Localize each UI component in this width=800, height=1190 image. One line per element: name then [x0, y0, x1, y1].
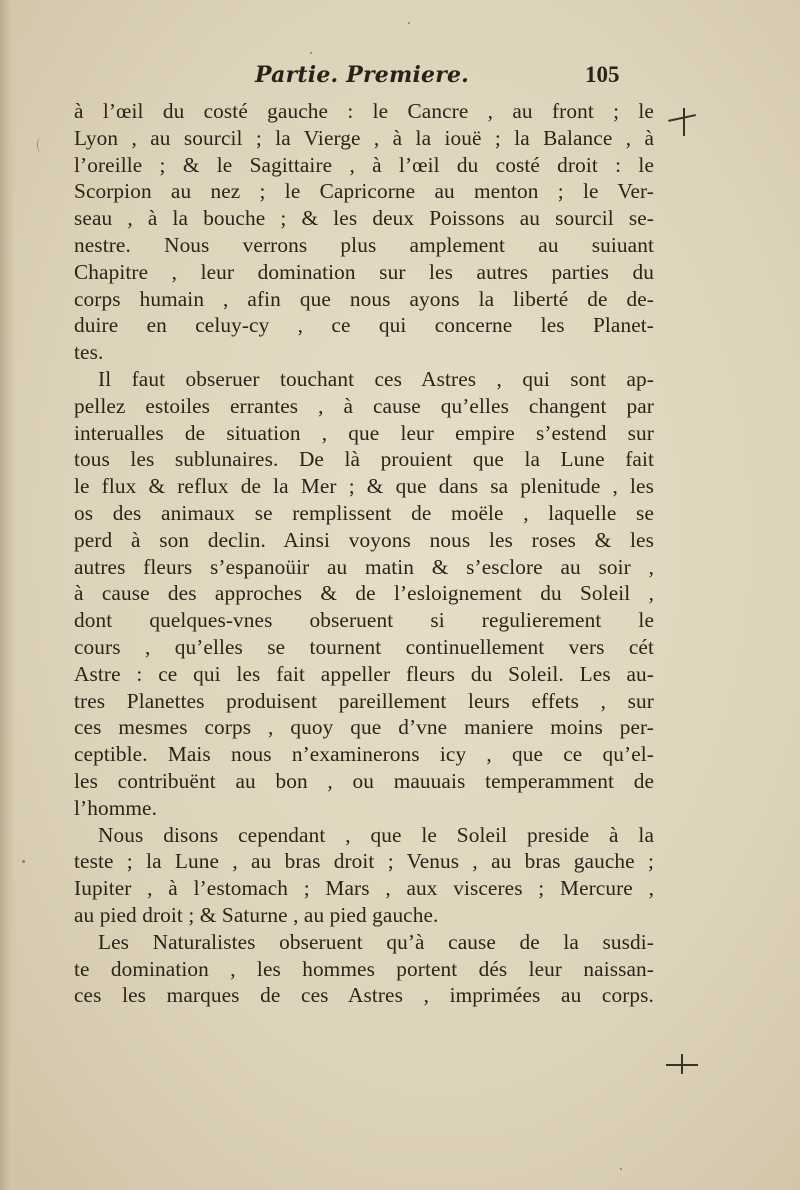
text-line: corps humain , afin que nous ayons la liberté de de-	[74, 286, 654, 311]
text-line: teste ; la Lune , au bras droit ; Venus , au bras gauche ;	[74, 849, 654, 874]
text-line: le flux & reflux de la Mer ; & que dans sa plenitude , les	[74, 474, 654, 499]
text-line: tes.	[74, 340, 104, 365]
text-line: à l’œil du costé gauche : le Cancre , au front ; le	[74, 99, 654, 123]
text-line: l’oreille ; & le Sagittaire , à l’œil du costé droit : le	[74, 152, 654, 177]
text-line: tous les sublunaires. De là prouient que la Lune fait	[74, 447, 654, 472]
text-line: les contribuënt au bon , ou mauuais temperamment de	[74, 768, 654, 793]
paragraph-first-line: Nous disons cependant , que le Soleil preside à la	[98, 822, 654, 847]
margin-cross-mark	[668, 108, 696, 136]
text-line: à cause des approches & de l’esloignement du Soleil ,	[74, 581, 654, 606]
text-line: cours , qu’elles se tournent continuellement vers cét	[74, 634, 654, 659]
text-line: Iupiter , à l’estomach ; Mars , aux visceres ; Mercure ,	[74, 876, 654, 901]
text-line: Chapitre , leur domination sur les autres parties du	[74, 259, 654, 284]
text-line: perd à son declin. Ainsi voyons nous les roses & les	[74, 527, 654, 552]
paper-speck	[22, 860, 25, 863]
text-line: ces mesmes corps , quoy que d’vne maniere moins per-	[74, 715, 654, 740]
text-line: l’homme.	[74, 795, 158, 820]
text-line: Astre : ce qui les fait appeller fleurs du Soleil. Les au-	[74, 661, 654, 686]
text-line: duire en celuy-cy , ce qui concerne les Planet-	[74, 313, 654, 338]
text-line: interualles de situation , que leur empire s’estend sur	[74, 420, 654, 445]
text-line: ces les marques de ces Astres , imprimées au corps.	[74, 983, 654, 1008]
text-line: dont quelques-vnes obseruent si regulierement le	[74, 608, 654, 633]
text-line: ceptible. Mais nous n’examinerons icy , que ce qu’el-	[74, 742, 654, 767]
paper-speck	[310, 52, 312, 54]
text-line: tres Planettes produisent pareillement leurs effets , sur	[74, 688, 654, 713]
margin-pencil-tick	[37, 138, 44, 152]
paper-speck	[620, 1168, 622, 1170]
paragraph-first-line: Il faut obseruer touchant ces Astres , qui sont ap-	[98, 366, 654, 391]
text-line: te domination , les hommes portent dés leur naissan-	[74, 956, 654, 981]
page-number: 105	[585, 62, 620, 87]
text-line: os des animaux se remplissent de moële , laquelle se	[74, 500, 654, 525]
text-line: au pied droit ; & Saturne , au pied gauche.	[74, 902, 439, 927]
page-gutter-shadow	[0, 0, 16, 1190]
running-title: Partie. Premiere.	[255, 62, 470, 88]
body-text	[74, 98, 654, 1009]
running-head	[70, 60, 630, 96]
text-line: pellez estoiles errantes , à cause qu’elles changent par	[74, 393, 654, 418]
text-line: seau , à la bouche ; & les deux Poissons au sourcil se-	[74, 206, 654, 231]
paragraph-first-line: Les Naturalistes obseruent qu’à cause de la susdi-	[98, 929, 654, 954]
text-line: Scorpion au nez ; le Capricorne au menton ; le Ver-	[74, 179, 654, 204]
text-line: nestre. Nous verrons plus amplement au suiuant	[74, 232, 654, 257]
text-line: autres fleurs s’espanoüir au matin & s’esclore au soir ,	[74, 554, 654, 579]
margin-cross-mark	[666, 1054, 698, 1074]
paper-speck	[408, 22, 410, 24]
text-line: Lyon , au sourcil ; la Vierge , à la iouë ; la Balance , à	[74, 125, 654, 150]
